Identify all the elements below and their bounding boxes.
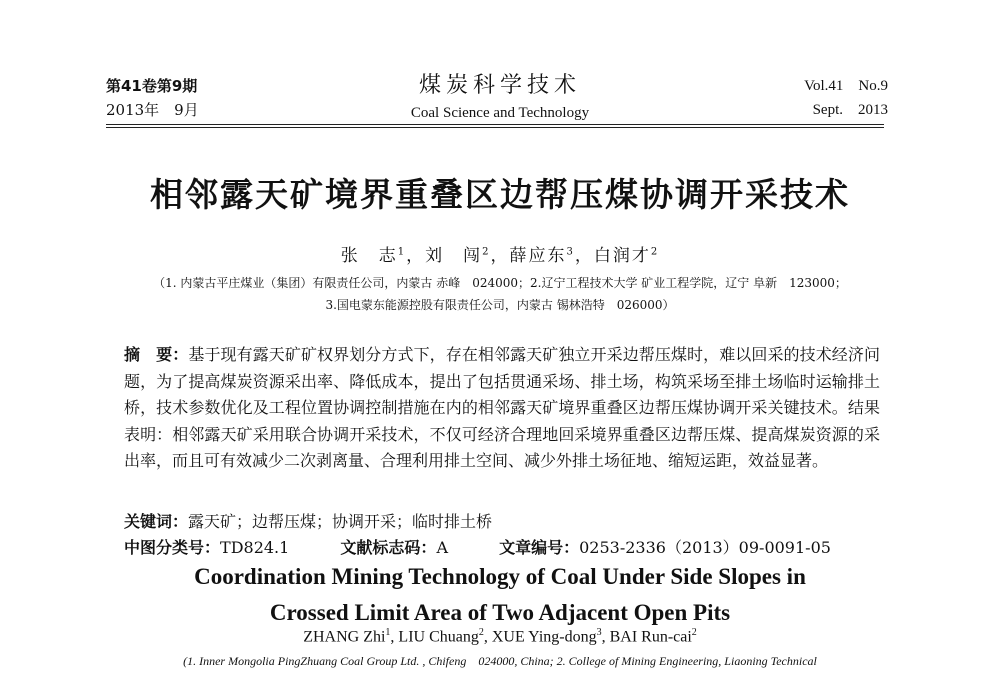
- date-cn: 2013年 9月: [106, 101, 199, 119]
- volume-issue-cn: 第41卷第9期: [106, 77, 198, 95]
- author-name: 刘 闯: [425, 246, 483, 266]
- document-code: [340, 538, 448, 557]
- affiliation-line: 3.国电蒙东能源控股有限责任公司，内蒙古 锡林浩特 026000）: [325, 298, 675, 312]
- title-en-line-1: Coordination Mining Technology of Coal Under Side Slopes in: [194, 564, 806, 589]
- clc-value: TD824.1: [220, 538, 290, 557]
- author-name-en: XUE Ying-dong: [491, 628, 597, 646]
- clc-number: [124, 538, 289, 557]
- author-affil-sup: 1: [397, 246, 407, 258]
- author-name: 张 志: [340, 246, 398, 266]
- journal-name-cn: 煤炭科学技术: [418, 73, 581, 98]
- author-name-en: ZHANG Zhi: [303, 628, 386, 646]
- journal-name-en: Coal Science and Technology: [410, 105, 590, 121]
- keywords-label: 关键词：: [124, 512, 189, 531]
- article-number-value: 0253-2336（2013）09-0091-05: [579, 538, 831, 557]
- abstract: [124, 342, 880, 475]
- date-en: Sept. 2013: [812, 102, 888, 118]
- keywords: [124, 509, 492, 532]
- author-affil-sup: 2: [478, 627, 484, 638]
- header-right: [804, 74, 888, 122]
- author-name-en: LIU Chuang: [398, 628, 479, 646]
- article-number-label: 文章编号：: [499, 538, 580, 557]
- authors-en: ZHANG Zhi$^1$, LIU Chuang$^2$, XUE Ying-dong$^3$, BAI Run-cai$^2$: [303, 627, 697, 646]
- author-affil-sup: 2: [650, 246, 660, 258]
- affiliation-en: (1. Inner Mongolia PingZhuang Coal Group Ltd. , Chifeng 024000, China; 2. College of Mining Engineering, Liaoning Technical: [183, 654, 817, 668]
- clc-label: 中图分类号：: [124, 538, 221, 557]
- volume-issue-en: Vol.41 No.9: [804, 78, 888, 94]
- affiliations-cn: [0, 272, 1000, 316]
- journal-header: [0, 66, 1000, 126]
- abstract-label: 摘 要：: [124, 345, 189, 364]
- author-affil-sup: 2: [691, 627, 697, 638]
- title-en-line-2: Crossed Limit Area of Two Adjacent Open Pits: [269, 600, 731, 625]
- doc-code-value: A: [436, 538, 448, 557]
- paper-title-cn: 相邻露天矿境界重叠区边帮压煤协调开采技术: [150, 175, 850, 214]
- classification-line: [124, 535, 884, 558]
- header-rule-top: [106, 124, 884, 125]
- paper-title-en: [0, 559, 1000, 631]
- author-affil-sup: 2: [482, 246, 491, 258]
- author-name: 白润才: [593, 246, 651, 266]
- keywords-text: 露天矿；边帮压煤；协调开采；临时排土桥: [188, 512, 493, 531]
- author-affil-sup: 3: [566, 246, 575, 258]
- author-affil-sup: 1: [385, 627, 391, 638]
- doc-code-label: 文献标志码：: [340, 538, 437, 557]
- article-number: [499, 538, 831, 557]
- abstract-text: 基于现有露天矿矿权界划分方式下，存在相邻露天矿独立开采边帮压煤时，难以回采的技术经济问题，为了提高煤炭资源采出率、降低成本，提出了包括贯通采场、排土场，构筑采场至排土场临时运输排土桥，技术参数优化及工程位置协调控制措施在内的相邻露天矿境界重叠区边帮压煤协调开采关键技术。结果表明：相邻露天矿采用联合协调开采技术，不仅可经济合理地回采境界重叠区边帮压煤、提高煤炭资源的采出率，而且可有效减少二次剥离量、合理利用排土空间、减少外排土场征地、缩短运距，效益显著。: [124, 345, 880, 470]
- author-affil-sup: 3: [596, 627, 602, 638]
- affiliation-line: （1. 内蒙古平庄煤业（集团）有限责任公司，内蒙古 赤峰 024000；2.辽宁工程技术大学 矿业工程学院，辽宁 阜新 123000；: [153, 276, 847, 290]
- author-name-en: BAI Run-cai: [609, 628, 692, 646]
- header-rule-bottom: [106, 127, 884, 128]
- authors-cn: 张 志$^1$，刘 闯$^2$，薛应东$^3$，白润才$^2$: [340, 246, 660, 266]
- author-name: 薛应东: [509, 246, 567, 266]
